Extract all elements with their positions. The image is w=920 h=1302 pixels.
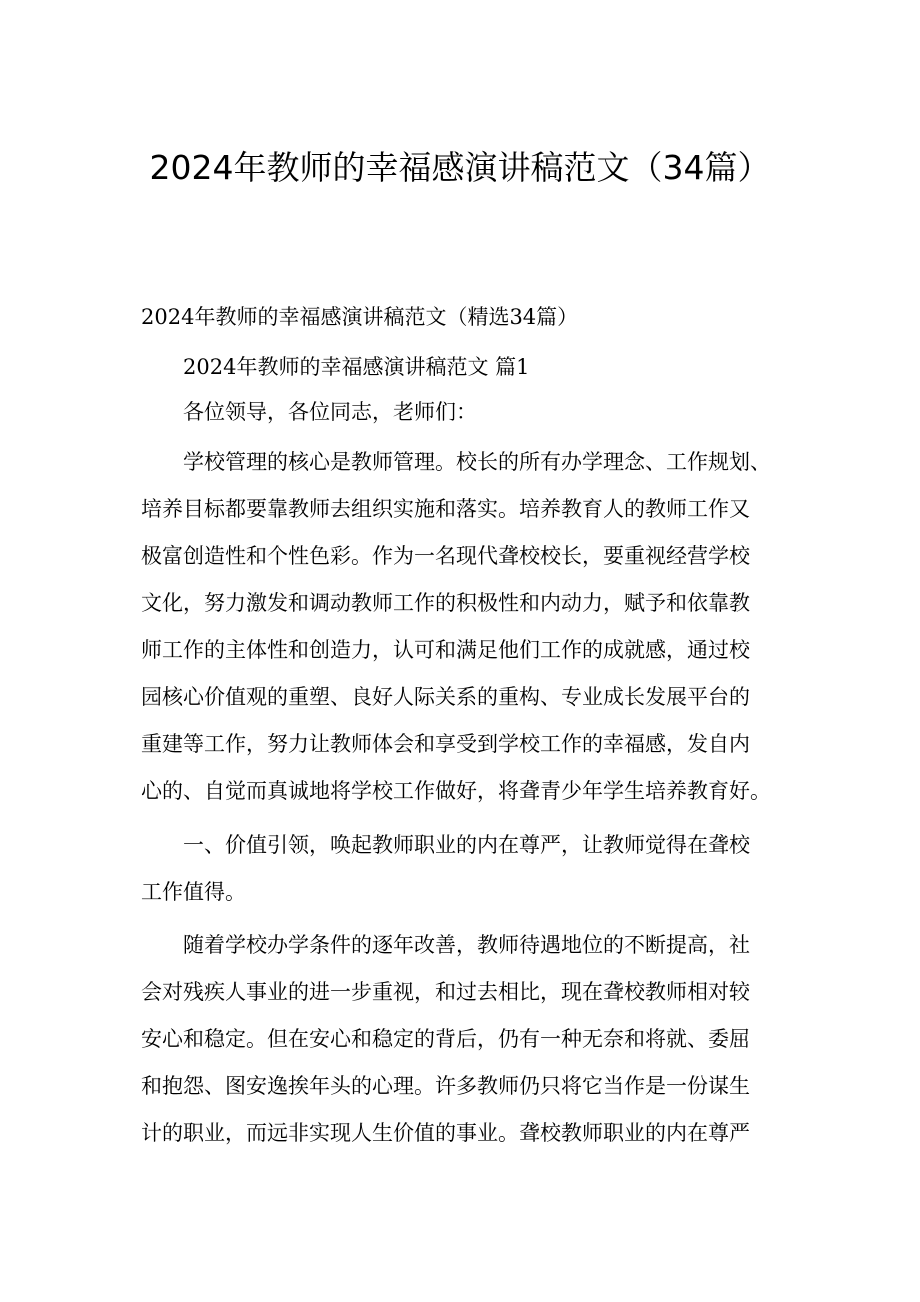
document-subtitle: 2024年教师的幸福感演讲稿范文（精选34篇） (141, 305, 579, 329)
paragraph-line: 培养目标都要靠教师去组织实施和落实。培养教育人的教师工作又 (141, 497, 750, 521)
paragraph-line: 重建等工作，努力让教师体会和享受到学校工作的幸福感，发自内 (141, 732, 750, 756)
paragraph-line: 心的、自觉而真诚地将学校工作做好，将聋青少年学生培养教育好。 (141, 779, 771, 803)
document-title: 2024年教师的幸福感演讲稿范文（34篇） (149, 148, 771, 187)
section-heading: 2024年教师的幸福感演讲稿范文 篇1 (183, 355, 530, 379)
paragraph-line: 文化，努力激发和调动教师工作的积极性和内动力，赋予和依靠教 (141, 591, 750, 615)
greeting-line: 各位领导，各位同志，老师们： (183, 400, 477, 424)
point-heading-line: 一、价值引领，唤起教师职业的内在尊严，让教师觉得在聋校 (183, 833, 750, 857)
paragraph-line: 随着学校办学条件的逐年改善，教师待遇地位的不断提高，社 (183, 933, 750, 957)
paragraph-line: 园核心价值观的重塑、良好人际关系的重构、专业成长发展平台的 (141, 685, 750, 709)
paragraph-line: 安心和稳定。但在安心和稳定的背后，仍有一种无奈和将就、委屈 (141, 1027, 750, 1051)
paragraph-line: 会对残疾人事业的进一步重视，和过去相比，现在聋校教师相对较 (141, 980, 750, 1004)
paragraph-line: 学校管理的核心是教师管理。校长的所有办学理念、工作规划、 (183, 450, 771, 474)
paragraph-line: 极富创造性和个性色彩。作为一名现代聋校校长，要重视经营学校 (141, 544, 750, 568)
paragraph-line: 计的职业，而远非实现人生价值的事业。聋校教师职业的内在尊严 (141, 1121, 750, 1145)
paragraph-line: 和抱怨、图安逸挨年头的心理。许多教师仍只将它当作是一份谋生 (141, 1074, 750, 1098)
point-heading-line: 工作值得。 (141, 880, 246, 904)
paragraph-line: 师工作的主体性和创造力，认可和满足他们工作的成就感，通过校 (141, 638, 750, 662)
